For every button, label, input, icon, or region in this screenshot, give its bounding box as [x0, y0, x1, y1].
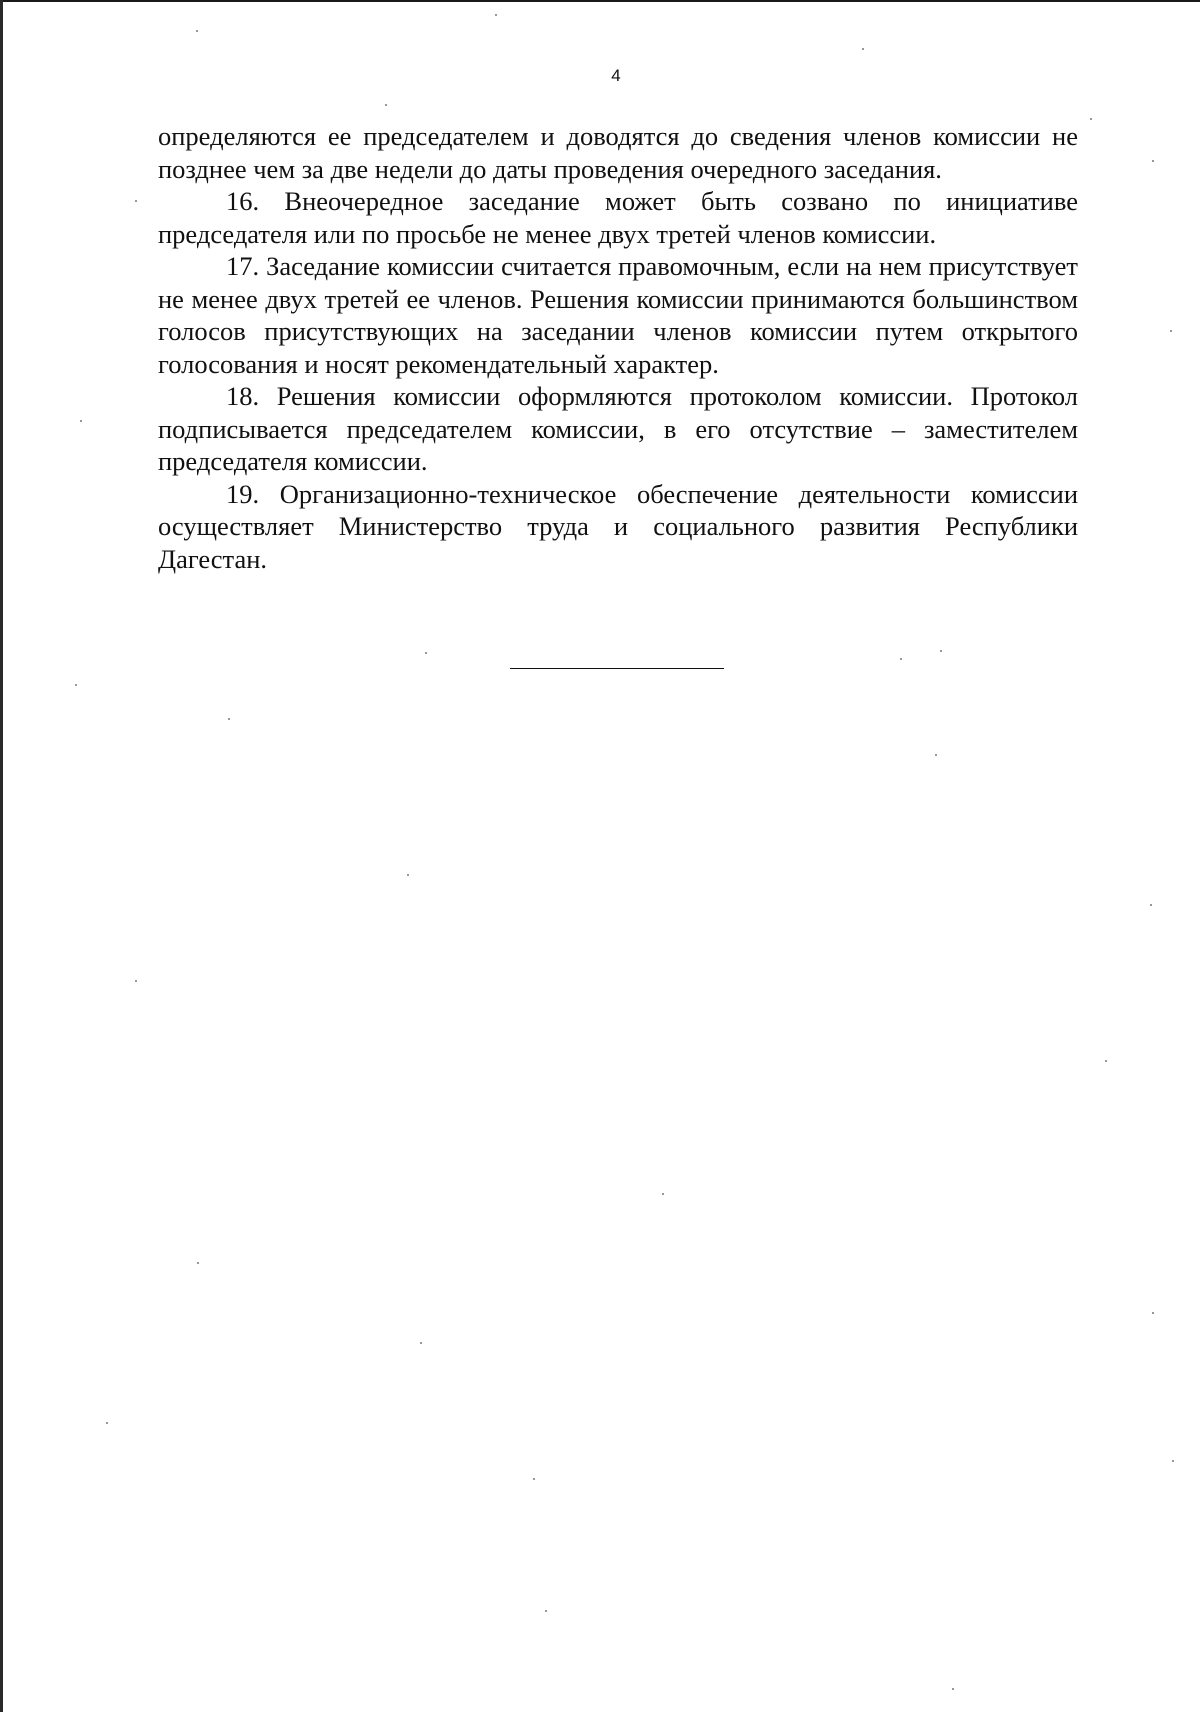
scan-speck	[1170, 330, 1172, 332]
scan-speck	[1090, 118, 1092, 120]
scan-speck	[80, 420, 82, 422]
scan-speck	[196, 30, 198, 32]
scan-speck	[1105, 1060, 1107, 1062]
scan-speck	[135, 200, 137, 202]
scan-speck	[952, 1688, 954, 1690]
scan-speck	[935, 754, 937, 756]
scan-speck	[407, 874, 409, 876]
scan-speck	[1172, 1460, 1174, 1462]
paragraph-continuation: определяются ее председателем и доводятся до сведения членов комиссии не позднее чем за две недели до даты проведения очередного заседания.	[158, 121, 1078, 184]
paragraph-18: 18. Решения комиссии оформляются протоколом комиссии. Протокол подписывается председателем комиссии, в его отсутствие – заместителем председателя комиссии.	[158, 381, 1078, 476]
paragraph-16: 16. Внеочередное заседание может быть созвано по инициативе председателя или по просьбе не менее двух третей членов комиссии.	[158, 186, 1078, 249]
scan-speck	[662, 1193, 664, 1195]
page-number: 4	[611, 66, 621, 85]
scan-speck	[106, 1422, 108, 1424]
end-of-document-rule	[510, 668, 724, 669]
scan-edge-top	[0, 0, 1200, 2]
scan-speck	[940, 650, 942, 652]
scan-speck	[75, 684, 77, 686]
scan-speck	[228, 718, 230, 720]
document-body	[158, 120, 1078, 575]
scan-speck	[425, 652, 427, 654]
scan-speck	[1150, 904, 1152, 906]
scan-speck	[197, 1262, 199, 1264]
scan-speck	[385, 104, 387, 106]
scan-speck	[900, 658, 902, 660]
paragraph-19: 19. Организационно-техническое обеспечение деятельности комиссии осуществляет Министерство труда и социального развития Республики Дагестан.	[158, 478, 1078, 574]
scan-speck	[495, 14, 497, 16]
scan-speck	[1152, 1312, 1154, 1314]
scan-edge-left	[0, 0, 3, 1712]
paragraph-17: 17. Заседание комиссии считается правомочным, если на нем присутствует не менее двух третей ее членов. Решения комиссии принимаются большинством голосов присутствующих на заседании членов комиссии путем открытого голосования и носят рекомендательный характер.	[158, 251, 1078, 379]
scan-speck	[135, 980, 137, 982]
scan-speck	[545, 1610, 547, 1612]
scan-speck	[862, 48, 864, 50]
scan-speck	[533, 1478, 535, 1480]
scan-speck	[1152, 160, 1154, 162]
scan-speck	[420, 1342, 422, 1344]
